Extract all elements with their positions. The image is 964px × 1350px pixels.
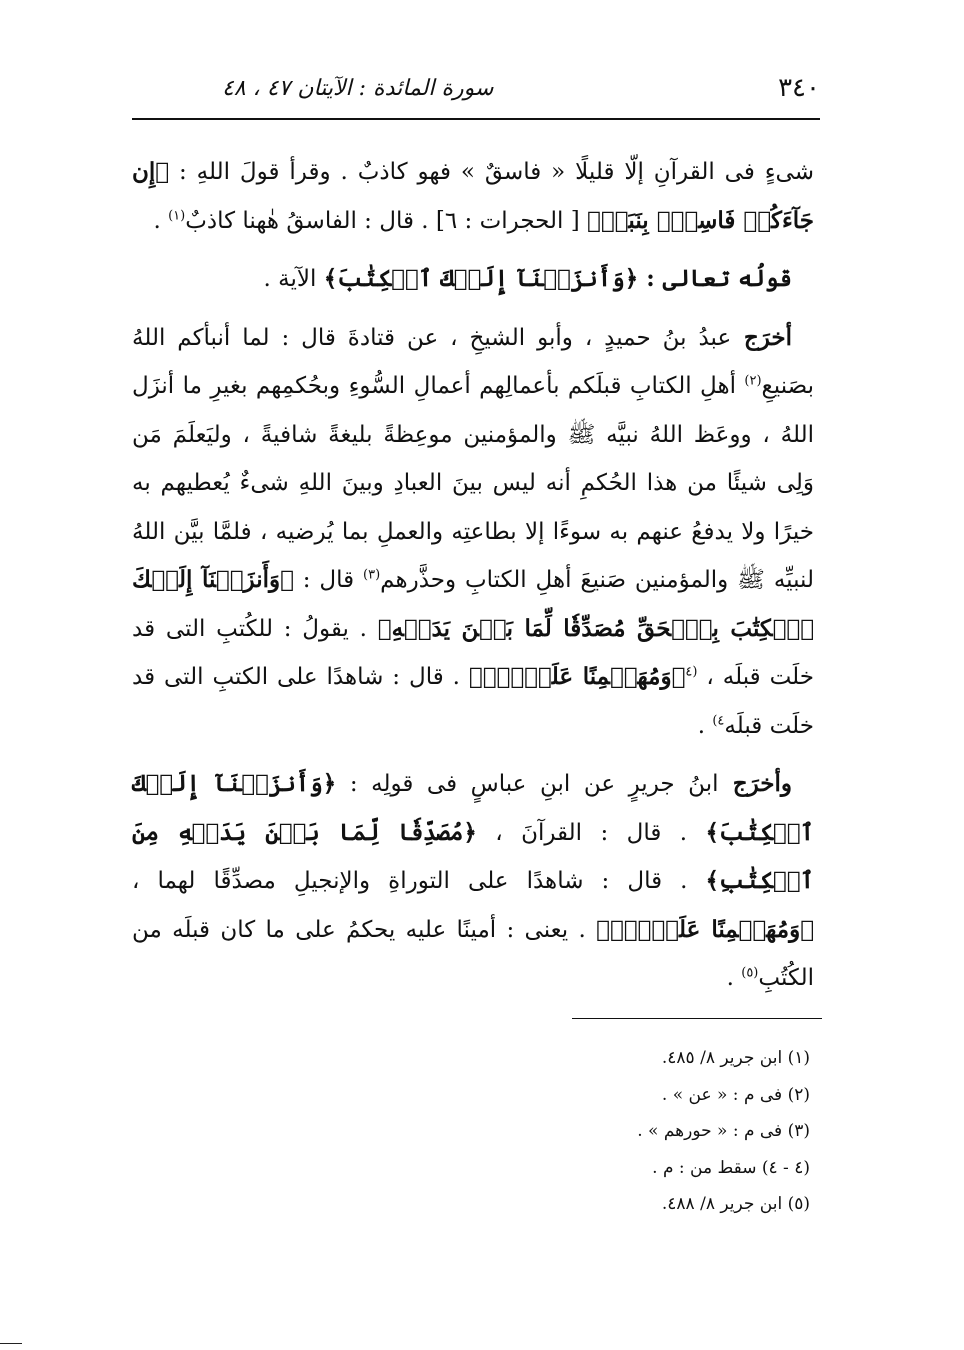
text-run: شىءٍ فى القرآنِ إلّا قليلًا « فاسقٌ » فهو كاذبٌ . وقرأ قولَ اللهِ : bbox=[169, 159, 814, 185]
text-run: . قال : القرآنَ ، bbox=[476, 819, 706, 846]
text-run: . قال : شاهدًا على التوراةِ والإنجيلِ مصدِّقًا لهما ، bbox=[132, 868, 706, 894]
narration-lead: أخرَج bbox=[731, 323, 792, 351]
footnote-3: (٣) فى م : « حورهم » . bbox=[637, 1121, 810, 1141]
text-run: . يقولُ : للكُتبِ التى قد خلَت قبلَه ، bbox=[132, 615, 815, 690]
footnote-ref: (٤ bbox=[685, 664, 698, 680]
quran-quote: ﴿وَأَنزَلۡنَآ إِلَيۡكَ ٱلۡكِتَٰبَ﴾ bbox=[132, 770, 814, 846]
text-run: . يعنى : أمينًا عليه يحكمُ على ما كان قبلَه من الكُتُبِ bbox=[132, 916, 814, 991]
header-rule bbox=[132, 118, 820, 120]
footnote-ref: ٤) bbox=[712, 712, 725, 728]
page-header bbox=[132, 62, 820, 114]
text-run: أهلِ الكتابِ قبلَكم بأعمالِهم أعمالِ السُّوءِ وبحُكمِهم بغيرِ ما أنزَل اللهُ ، ووعَظ اللهُ نبيَّه ﷺ والمؤمنين موعِظةً بليغةً شافيةً ، وليَعلَمَ مَن وَلِى شيئًا من هذا الحُكمِ أنه ليس بينَ العبادِ وبينَ اللهِ شىءٌ يُعطيهم به خيرًا ولا يدفعُ عنهم به سوءًا إلا بطاعتِه والعملِ بما يُرضيه ، فلمَّا بيَّن اللهُ لنبيِّه ﷺ والمؤمنين صَنيعَ أهلِ الكتابِ وحذَّرهم bbox=[132, 373, 814, 593]
quran-quote: ﴿وَمُهَيۡمِنًا عَلَيۡهِۖ﴾ bbox=[596, 915, 814, 943]
quran-quote: ﴿وَأَنزَلۡنَآ إِلَيۡكَ ٱلۡكِتَٰبَ بِٱلۡحَقِّ مُصَدِّقٗا لِّمَا بَيۡنَ يَدَيۡهِ﴾ bbox=[132, 566, 814, 642]
text-run: عبدُ بنُ حميدٍ ، وأبو الشيخِ ، عن قتادةَ قال : لما أنبأكم اللهُ بصَنيعِ bbox=[132, 324, 814, 399]
text-run: . bbox=[153, 207, 169, 234]
footnote-ref: (٢) bbox=[744, 373, 762, 389]
quran-quote: ﴿وَأَنزَلۡنَآ إِلَيۡكَ ٱلۡكِتَٰبَ﴾ bbox=[323, 265, 639, 292]
paragraph-2 bbox=[132, 255, 814, 304]
text-run: . bbox=[697, 712, 713, 739]
text-run: ابنُ جريرٍ عن ابنِ عباسٍ فى قولِه : bbox=[336, 771, 719, 797]
footnote-2: (٢) فى م : « عن » . bbox=[661, 1084, 810, 1105]
paragraph-4 bbox=[132, 760, 814, 1003]
paragraph-3 bbox=[132, 314, 814, 751]
footnotes bbox=[560, 1040, 810, 1223]
text-run: [ الحجرات : ٦] . قال : الفاسقُ هٰهنا كاذبٌ bbox=[185, 207, 588, 234]
main-text bbox=[132, 148, 814, 1013]
footnote-5: (٥) ابن جرير ٨/ ٤٨٨. bbox=[661, 1194, 810, 1214]
footnote-ref: (٣) bbox=[363, 567, 381, 583]
text-run: . bbox=[726, 965, 742, 991]
text-run: . قال : شاهدًا على الكتبِ التى قد خلَت قبلَه bbox=[132, 664, 814, 739]
section-heading: قولُه تعالى : bbox=[638, 265, 792, 292]
footnote-1: (١) ابن جرير ٨/ ٤٨٥. bbox=[661, 1048, 810, 1068]
footnote-rule bbox=[572, 1018, 822, 1019]
footnote-4: (٤ - ٤) سقط من : م . bbox=[652, 1157, 810, 1178]
footnote-ref: (١) bbox=[168, 207, 186, 223]
quran-quote: ﴿إِن جَآءَكُمۡ فَاسِقُۢ بِنَبَإٖ﴾ bbox=[132, 158, 814, 234]
page-number: ٣٤٠ bbox=[778, 73, 820, 103]
running-title: سورة المائدة : الآيتان ٤٧ ، ٤٨ bbox=[222, 75, 494, 101]
footnote-ref: (٥) bbox=[741, 965, 759, 981]
scan-edge-mark bbox=[0, 1343, 22, 1344]
paragraph-1 bbox=[132, 148, 814, 245]
quran-quote: ﴿وَمُهَيۡمِنًا عَلَيۡهِۖ﴾ bbox=[468, 663, 686, 690]
text-run: قال : bbox=[293, 567, 364, 593]
quran-quote: ﴿مُصَدِّقٗا لِّمَا بَيۡنَ يَدَيۡهِ مِنَ ٱلۡكِتَٰبِ﴾ bbox=[132, 818, 814, 894]
narration-lead: وأخرَج bbox=[718, 770, 793, 797]
text-run: الآية . bbox=[263, 266, 324, 292]
